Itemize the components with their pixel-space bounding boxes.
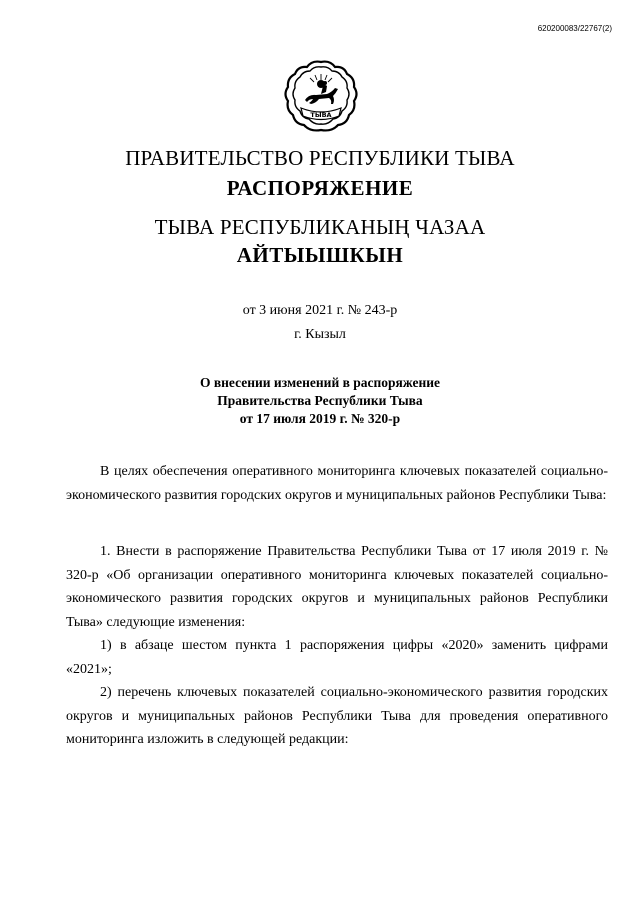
order-city: г. Кызыл xyxy=(294,327,346,342)
order-title-tuv: АЙТЫЫШКЫН xyxy=(236,243,404,267)
preamble-paragraph xyxy=(66,460,608,507)
subject-line-2: Правительства Республики Тыва xyxy=(217,393,423,408)
item-1-sub-1: 1) в абзаце шестом пункта 1 распоряжения цифры «2020» заменить цифрами «2021»; xyxy=(66,638,608,677)
subject-line-1: О внесении изменений в распоряжение xyxy=(199,375,441,390)
government-title-ru: ПРАВИТЕЛЬСТВО РЕСПУБЛИКИ ТЫВА xyxy=(125,146,515,170)
government-title-tuv: ТЫВА РЕСПУБЛИКАНЫҢ ЧАЗАА xyxy=(154,215,486,239)
order-items xyxy=(66,540,608,752)
item-1: 1. Внести в распоряжение Правительства Республики Тыва от 17 июля 2019 г. № 320-р «Об организации оперативного мониторинга ключевых показателей социально-экономического развития городских округов и муниципальных районов Республики Тыва» следующие изменения: xyxy=(66,544,608,630)
order-date-number: от 3 июня 2021 г. № 243-р xyxy=(242,303,398,318)
order-title-ru: РАСПОРЯЖЕНИЕ xyxy=(226,176,414,200)
emblem-label: ТЫВА xyxy=(310,111,332,119)
subject-line-3: от 17 июля 2019 г. № 320-р xyxy=(239,411,401,426)
document-id: 620200083/22767(2) xyxy=(537,24,612,33)
order-subject xyxy=(0,374,640,428)
item-1-sub-2: 2) перечень ключевых показателей социально-экономического развития городских округов и муниципальных районов Республики Тыва для проведения оперативного мониторинга изложить в следующей редакции: xyxy=(66,685,608,747)
tuva-emblem-icon xyxy=(283,58,359,134)
preamble-text: В целях обеспечения оперативного мониторинга ключевых показателей социально-экономического развития городских округов и муниципальных районов Республики Тыва: xyxy=(66,464,608,503)
